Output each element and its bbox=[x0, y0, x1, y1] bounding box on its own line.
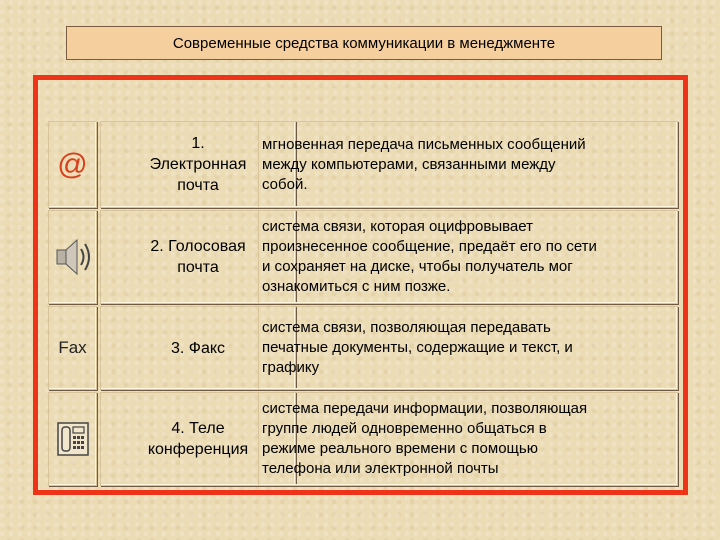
speaker-icon bbox=[50, 235, 96, 279]
telephone-icon bbox=[52, 419, 94, 459]
table-row bbox=[48, 306, 678, 390]
icon-cell bbox=[48, 306, 97, 390]
icon-cell bbox=[48, 392, 97, 486]
icon-cell bbox=[48, 210, 97, 304]
service-name: 2. Голосовая почта bbox=[100, 210, 296, 304]
at-sign-icon: @ bbox=[57, 147, 88, 181]
table-row bbox=[48, 210, 678, 304]
service-description: система связи, которая оцифровывает произнесенное сообщение, предаёт его по сети и сохраняет на диске, чтобы получатель мог ознакомиться с ним позже. bbox=[258, 210, 678, 304]
service-description: система связи, позволяющая передавать печатные документы, содержащие и текст, и графику bbox=[258, 306, 678, 390]
table-row bbox=[48, 392, 678, 486]
service-description: мгновенная передача письменных сообщений между компьютерами, связанными между собой. bbox=[258, 121, 678, 208]
fax-icon: Fax bbox=[58, 338, 87, 357]
service-name: 1. Электронная почта bbox=[100, 121, 296, 208]
table-row bbox=[48, 121, 678, 208]
icon-cell bbox=[48, 121, 97, 208]
service-description: система передачи информации, позволяющая группе людей одновременно общаться в режиме реального времени с помощью телефона или электронной почты bbox=[258, 392, 678, 486]
service-name: 4. Теле конференция bbox=[100, 392, 296, 486]
service-name: 3. Факс bbox=[100, 306, 296, 390]
page-title: Современные средства коммуникации в менеджменте bbox=[66, 26, 662, 60]
